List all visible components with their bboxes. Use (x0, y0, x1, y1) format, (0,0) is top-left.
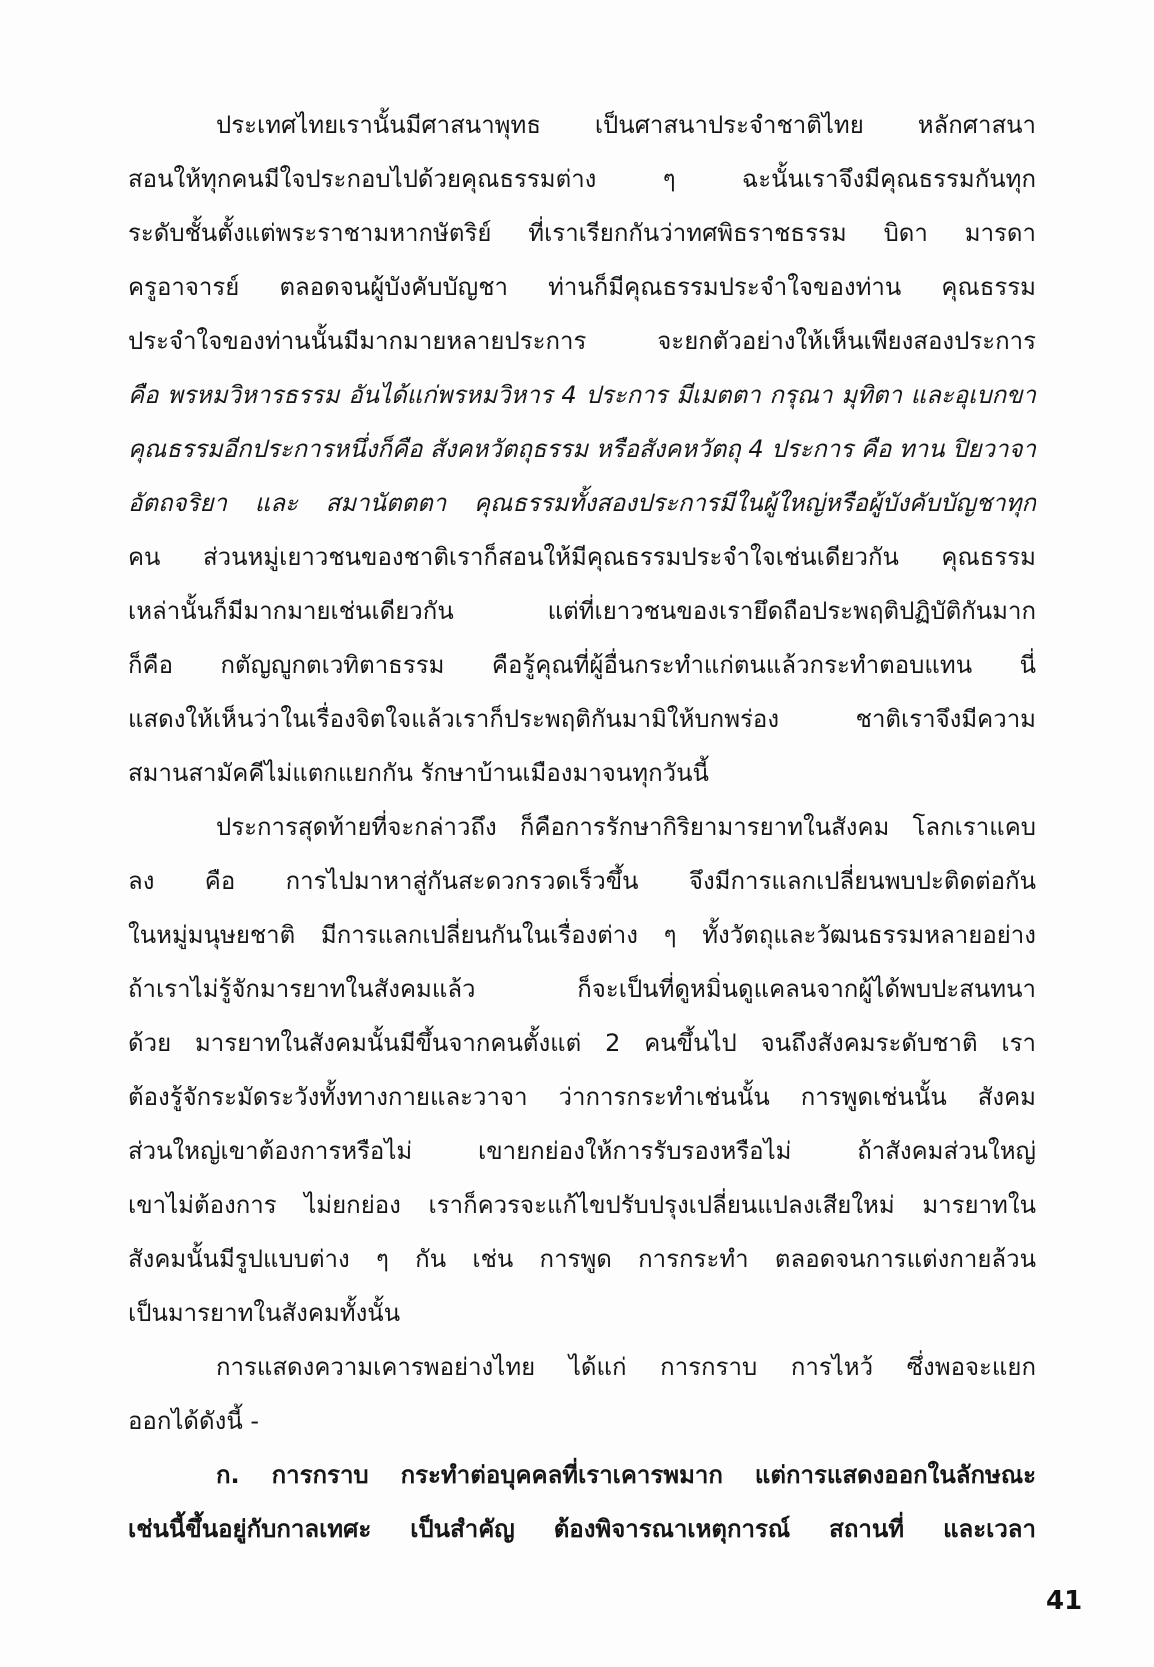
body-text (128, 98, 1036, 1556)
text-line: ประการสุดท้ายที่จะกล่าวถึง ก็คือการรักษากิริยามารยาทในสังคม โลกเราแคบ (216, 813, 1036, 841)
text-line: ระดับชั้นตั้งแต่พระราชามหากษัตริย์ ที่เราเรียกกันว่าทศพิธราชธรรม บิดา มารดา (128, 219, 1036, 247)
text-line: ถ้าเราไม่รู้จักมารยาทในสังคมแล้ว ก็จะเป็นที่ดูหมิ่นดูแคลนจากผู้ได้พบปะสนทนา (128, 975, 1036, 1003)
text-line: การแสดงความเคารพอย่างไทย ได้แก่ การกราบ การไหว้ ซึ่งพอจะแยก (216, 1353, 1036, 1381)
text-line: ต้องรู้จักระมัดระวังทั้งทางกายและวาจา ว่าการกระทำเช่นนั้น การพูดเช่นนั้น สังคม (128, 1083, 1036, 1111)
text-line: ประเทศไทยเรานั้นมีศาสนาพุทธ เป็นศาสนาประจำชาติไทย หลักศาสนา (216, 111, 1036, 139)
text-line: ด้วย มารยาทในสังคมนั้นมีขึ้นจากคนตั้งแต่ 2 คนขึ้นไป จนถึงสังคมระดับชาติ เรา (128, 1029, 1036, 1057)
text-line: เหล่านั้นก็มีมากมายเช่นเดียวกัน แต่ที่เยาวชนของเรายึดถือประพฤติปฏิบัติกันมาก (128, 597, 1036, 625)
paragraph (128, 800, 1036, 1340)
page-number: 41 (1046, 1586, 1083, 1616)
text-line: เป็นมารยาทในสังคมทั้งนั้น (128, 1299, 401, 1327)
text-line: ครูอาจารย์ ตลอดจนผู้บังคับบัญชา ท่านก็มีคุณธรรมประจำใจของท่าน คุณธรรม (128, 273, 1036, 301)
text-line: สังคมนั้นมีรูปแบบต่าง ๆ กัน เช่น การพูด การกระทำ ตลอดจนการแต่งกายล้วน (128, 1245, 1036, 1273)
text-line: คือ พรหมวิหารธรรม อันได้แก่พรหมวิหาร 4 ประการ มีเมตตา กรุณา มุทิตา และอุเบกขา (128, 381, 1036, 409)
text-line: เขาไม่ต้องการ ไม่ยกย่อง เราก็ควรจะแก้ไขปรับปรุงเปลี่ยนแปลงเสียใหม่ มารยาทใน (128, 1191, 1036, 1219)
text-line: เช่นนี้ขึ้นอยู่กับกาลเทศะ เป็นสำคัญ ต้องพิจารณาเหตุการณ์ สถานที่ และเวลา (128, 1515, 1036, 1543)
text-line: ส่วนใหญ่เขาต้องการหรือไม่ เขายกย่องให้การรับรองหรือไม่ ถ้าสังคมส่วนใหญ่ (128, 1137, 1036, 1165)
text-line: ในหมู่มนุษยชาติ มีการแลกเปลี่ยนกันในเรื่องต่าง ๆ ทั้งวัตถุและวัฒนธรรมหลายอย่าง (128, 921, 1036, 949)
text-line: ออกได้ดังนี้ - (128, 1407, 260, 1435)
text-line: แสดงให้เห็นว่าในเรื่องจิตใจแล้วเราก็ประพฤติกันมามิให้บกพร่อง ชาติเราจึงมีความ (128, 705, 1036, 733)
text-line: ก็คือ กตัญญูกตเวทิตาธรรม คือรู้คุณที่ผู้อื่นกระทำแก่ตนแล้วกระทำตอบแทน นี่ (128, 651, 1036, 679)
paragraph (128, 98, 1036, 800)
paragraph (128, 1340, 1036, 1448)
text-line: อัตถจริยา และ สมานัตตตา คุณธรรมทั้งสองประการมีในผู้ใหญ่หรือผู้บังคับบัญชาทุก (128, 489, 1036, 517)
text-line: ลง คือ การไปมาหาสู่กันสะดวกรวดเร็วขึ้น จึงมีการแลกเปลี่ยนพบปะติดต่อกัน (128, 867, 1036, 895)
text-line: สมานสามัคคีไม่แตกแยกกัน รักษาบ้านเมืองมาจนทุกวันนี้ (128, 759, 709, 787)
text-line: สอนให้ทุกคนมีใจประกอบไปด้วยคุณธรรมต่าง ๆ ฉะนั้นเราจึงมีคุณธรรมกันทุก (128, 165, 1036, 193)
text-line: คน ส่วนหมู่เยาวชนของชาติเราก็สอนให้มีคุณธรรมประจำใจเช่นเดียวกัน คุณธรรม (128, 543, 1036, 571)
text-line: ประจำใจของท่านนั้นมีมากมายหลายประการ จะยกตัวอย่างให้เห็นเพียงสองประการ (128, 327, 1036, 355)
text-line: คุณธรรมอีกประการหนึ่งก็คือ สังคหวัตถุธรรม หรือสังคหวัตถุ 4 ประการ คือ ทาน ปิยวาจา (128, 435, 1036, 463)
text-line: ก. การกราบ กระทำต่อบุคคลที่เราเคารพมาก แต่การแสดงออกในลักษณะ (216, 1461, 1036, 1489)
paragraph (128, 1448, 1036, 1556)
